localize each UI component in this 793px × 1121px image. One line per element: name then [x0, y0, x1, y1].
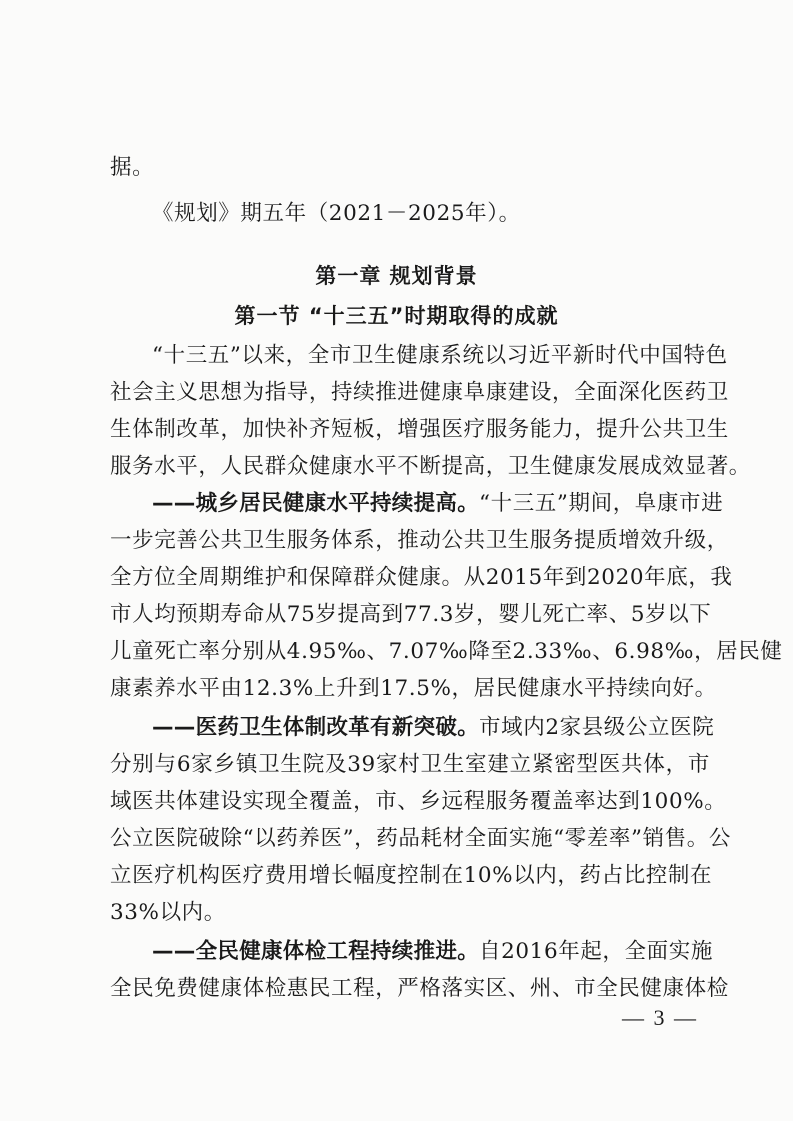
paragraph-lead-line [152, 936, 713, 968]
body-line: 一步完善公共卫生服务体系，推动公共卫生服务提质增效升级， [110, 528, 729, 553]
body-line: 域医共体建设实现全覆盖，市、乡远程服务覆盖率达到100%。 [110, 789, 727, 814]
body-line: 全方位全周期维护和保障群众健康。从2015年到2020年底，我 [110, 565, 733, 590]
body-line: 立医疗机构医疗费用增长幅度控制在10%以内，药占比控制在 [110, 863, 713, 888]
paragraph-lead-text: “十三五”期间，阜康市进 [479, 491, 724, 516]
body-line: 《规划》期五年（2021－2025年）。 [152, 201, 521, 226]
paragraph-lead-text: 自2016年起，全面实施 [479, 939, 713, 964]
paragraph-lead-text: 市域内2家县级公立医院 [479, 715, 715, 740]
section-heading: 第一节 “十三五”时期取得的成就 [234, 304, 559, 328]
page-number: — 3 — [622, 1005, 698, 1030]
body-line: 分别与6家乡镇卫生院及39家村卫生室建立紧密型医共体，市 [110, 752, 710, 777]
body-line: 公立医院破除“以药养医”，药品耗材全面实施“零差率”销售。公 [110, 826, 731, 851]
body-line: 据。 [110, 155, 155, 180]
body-line: 全民免费健康体检惠民工程，严格落实区、州、市全民健康体检 [110, 976, 729, 1001]
body-line: 33%以内。 [110, 900, 226, 925]
paragraph-lead-bold: ——城乡居民健康水平持续提高。 [152, 491, 480, 516]
body-line: 生体制改革，加快补齐短板，增强医疗服务能力，提升公共卫生 [110, 417, 729, 442]
paragraph-lead-bold: ——医药卫生体制改革有新突破。 [152, 715, 480, 740]
paragraph-lead-line [152, 712, 715, 744]
paragraph-lead-bold: ——全民健康体检工程持续推进。 [152, 939, 480, 964]
body-line: 康素养水平由12.3%上升到17.5%，居民健康水平持续向好。 [110, 676, 717, 701]
body-line: 市人均预期寿命从75岁提高到77.3岁，婴儿死亡率、5岁以下 [110, 602, 712, 627]
chapter-heading: 第一章 规划背景 [315, 264, 478, 288]
body-line: 社会主义思想为指导，持续推进健康阜康建设，全面深化医药卫 [110, 380, 729, 405]
paragraph-lead-line [152, 488, 724, 520]
body-line: “十三五”以来，全市卫生健康系统以习近平新时代中国特色 [152, 343, 728, 368]
body-line: 儿童死亡率分别从4.95‰、7.07‰降至2.33‰、6.98‰，居民健 [110, 639, 783, 664]
body-line: 服务水平，人民群众健康水平不断提高，卫生健康发展成效显著。 [110, 454, 751, 479]
